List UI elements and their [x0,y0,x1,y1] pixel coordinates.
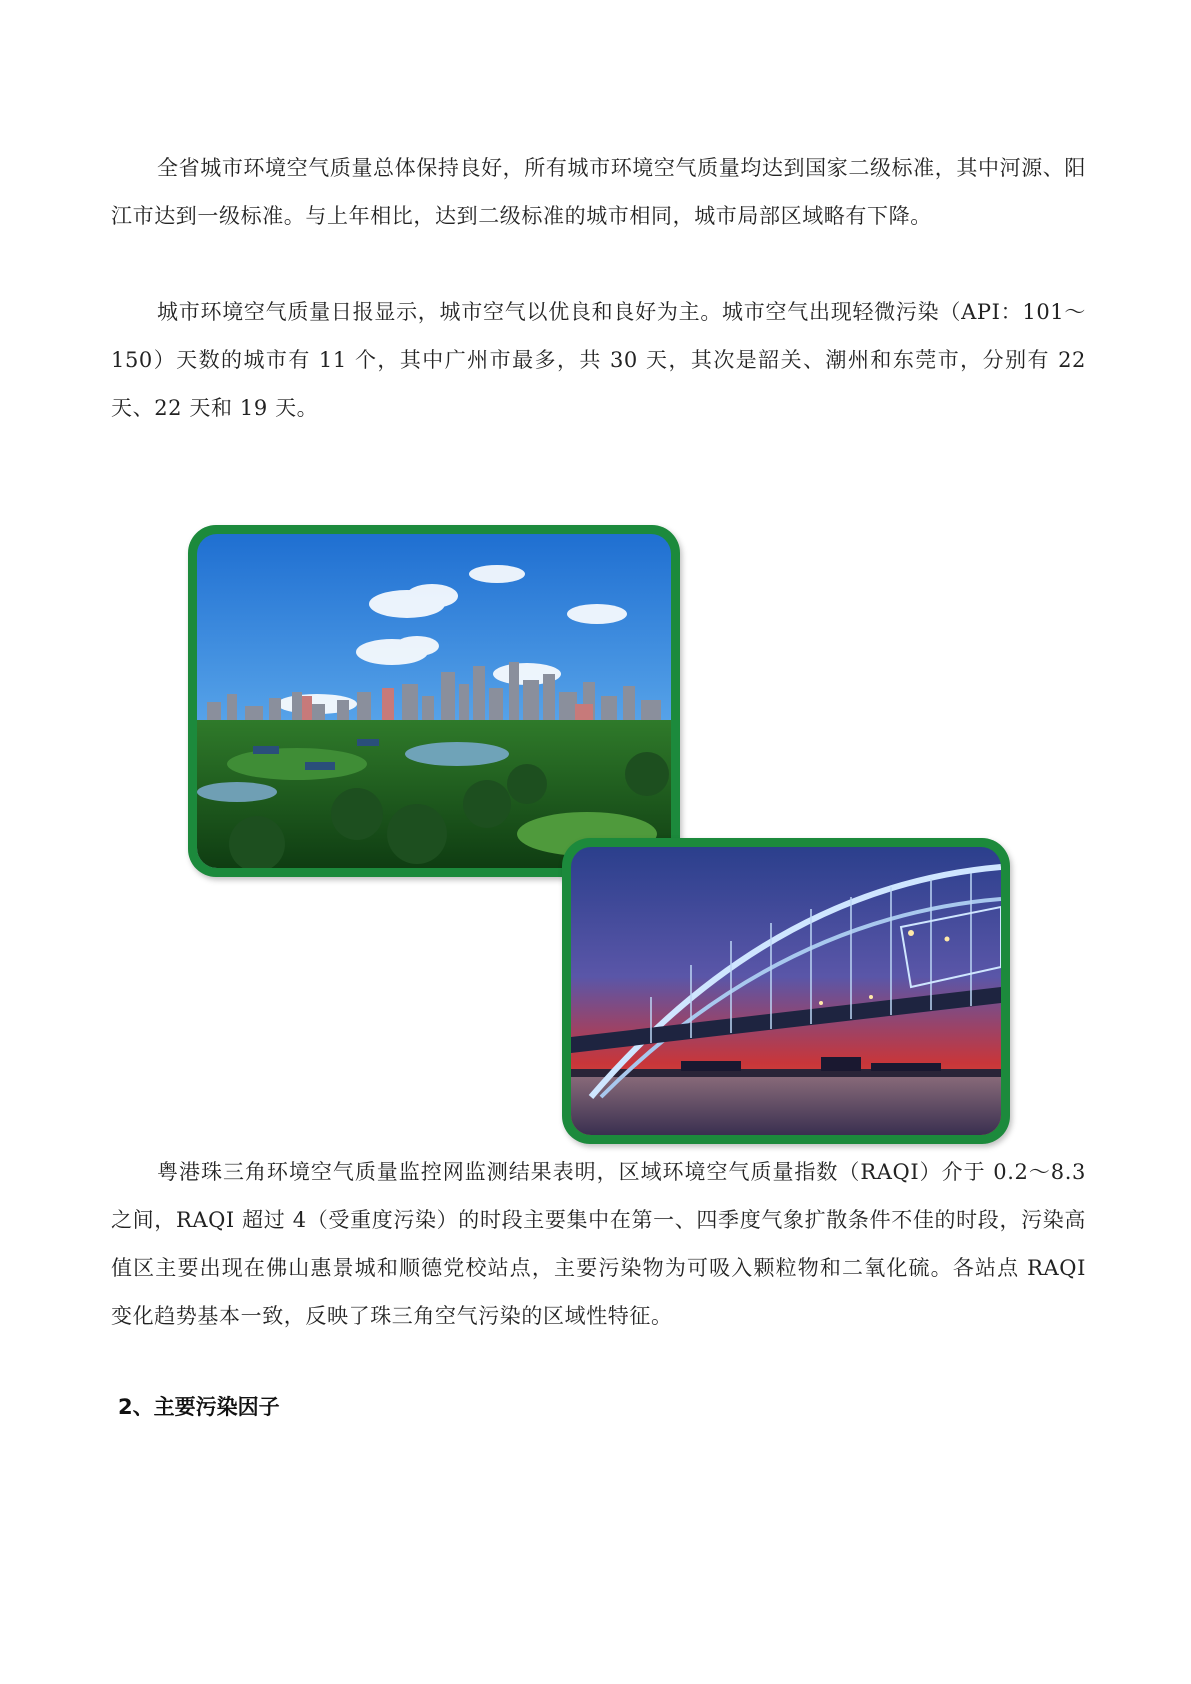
arch-bridge-illustration [571,847,1001,1135]
city-skyline-illustration [197,534,671,868]
paragraph-regional-monitoring: 粤港珠三角环境空气质量监控网监测结果表明，区域环境空气质量指数（RAQI）介于 0.2～8.3 之间，RAQI 超过 4（受重度污染）的时段主要集中在第一、四季度气象扩散条件不佳的时段，污染高值区主要出现在佛山惠景城和顺德党校站点，主要污染物为可吸入颗粒物和二氧化硫。各站点 RAQI 变化趋势基本一致，反映了珠三角空气污染的区域性特征。 [111,1160,1086,1328]
arch-bridge-photo [562,838,1010,1144]
city-skyline-photo [188,525,680,877]
paragraph-daily-report: 城市环境空气质量日报显示，城市空气以优良和良好为主。城市空气出现轻微污染（API：101～150）天数的城市有 11 个，其中广州市最多，共 30 天，其次是韶关、潮州和东莞市，分别有 22 天、22 天和 19 天。 [111,300,1086,420]
section-heading: 2、主要污染因子 [118,1395,280,1419]
paragraph-city-air-quality: 全省城市环境空气质量总体保持良好，所有城市环境空气质量均达到国家二级标准，其中河源、阳江市达到一级标准。与上年相比，达到二级标准的城市相同，城市局部区域略有下降。 [111,156,1086,228]
